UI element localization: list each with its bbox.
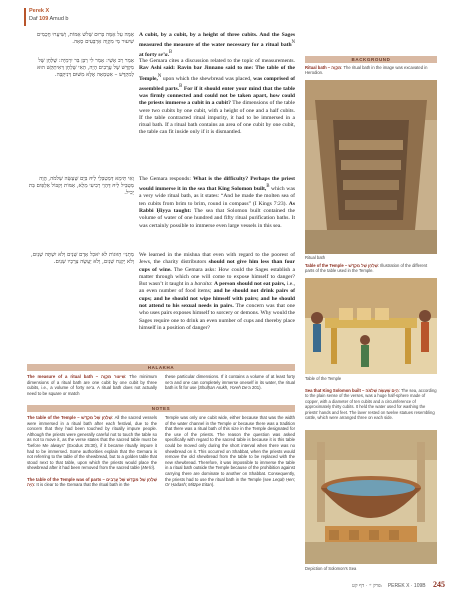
talmud-hebrew-3: וְאִי תֵּימָא דְּמַטְבְּלֵי לֵיהּ בַּיָּם שֶׁעָשָׂה שְׁלֹמֹה, הֲוָה מַטְבֵּיל לֵיהּ דְּהָוֵי רְבִיעִי מְלֵא, אַמּוֹת וְקִבּוֹל אַלְפַּיִם בַּת יָכִיל. <box>28 176 134 197</box>
amud-label: Amud b <box>49 16 69 22</box>
talmud-english-3: The Gemara responds: What is the difficulty? Perhaps the priest would immerse it in the sea that King Solomon built,$^B$ which was a very wide ritual bath, as it states: “And he made the molten sea of ten cubits from brim to brim, round in compass” (I Kings 7:23). As Rabbi Ḥiyya taught: The sea that Solomon built contained the volume of water of one hundred and fifty ritual purification baths. It was certainly possible to immerse even large vessels in this sea. <box>139 176 296 229</box>
table-caption: Table of the Temple <box>305 376 342 381</box>
daf-prefix: Daf <box>29 16 38 22</box>
footer-hebrew-title: פרק י׳ · דף קט: <box>351 583 383 589</box>
talmud-english-2: The Gemara cites a discussion related to the topic of measurements. Rav Ashi said: Ravin bar Jinnano said to me: The table of the Temple,$^N$ upon which the shewbread was placed, was comprised of assembled parts.$^B$ For if it should enter your mind that the table was firmly connected and could not be taken apart, how could the priests immerse a cubit in a cubit? The dimensions of the table were two cubits by one cubit, with a height of one and a half cubits. If the table contracted ritual impurity, it had to be immersed in a ritual bath. If a ritual bath contains an area of one cubit by one cubit, the table can fit inside only if it is dismantled. <box>139 58 296 136</box>
talmud-english-1: A cubit, by a cubit, by a height of three cubits. And the Sages measured the measure of the water necessary for a ritual bath$^N$ at forty se’a.$^B$ <box>139 32 295 59</box>
table-term: Table of the Temple – שֻׁלְחָן שֶׁל מִקְדָּשׁ <box>305 263 378 268</box>
daf-number: 109 <box>39 16 49 22</box>
notes-band: NOTES <box>27 405 295 412</box>
talmud-hebrew-2: אָמַר רַב אָשֵׁי: אָמַר לִי רַבָּן בַּר יִרְמְיָה: שֻׁלְחָן שֶׁל מִקְדָּשׁ שֶׁל עֲרָבִים הָיָה, הֵאִי שֻׁלְחָן דְּאִיתְּקַשׁ הוּא לְמִקְדָּשׁ – אִטַּמְאָה אֶלָּא מִשּׁוּם דְּנִיקְּבָּה. <box>37 58 134 79</box>
solomons-sea-illustration <box>305 430 437 564</box>
background-ritual-bath-entry: Ritual bath – מִקְוֶה: The ritual bath in the image was excavated in Herodion. <box>305 65 428 76</box>
page-number: 245 <box>433 580 445 589</box>
table-entry: Table of the Temple – שֻׁלְחָן שֶׁל מִקְדָּשׁ: Illustration of the different parts of the table used in the Temple. <box>305 263 428 274</box>
sea-entry: Sea that King Solomon built – הַיָּם שֶׁעָשָׂה שְׁלֹמֹה: The sea, according to the plain sense of the verses, was a huge half-sphere made of copper, with a diameter of ten cubits and a circumference of approximately thirty cubits. It held the water used for washing the priests’ hands and feet. The laver rested on twelve statues resembling cattle, which were arranged three on each side. <box>305 388 437 421</box>
sea-caption: Depiction of Solomon’s Sea <box>305 566 357 571</box>
halakha-band: HALAKHA <box>27 364 295 371</box>
footer-perek-label: PEREK X · 109B <box>387 583 426 589</box>
background-text: The ritual bath in the image was excavated in Herodion. <box>305 65 428 76</box>
temple-table-illustration <box>305 278 437 374</box>
background-band: BACKGROUND <box>305 56 437 63</box>
background-term: Ritual bath – מִקְוֶה <box>305 65 342 70</box>
notes-left: The table of the Temple – שֻׁלְחָן שֶׁל מִקְדָּשׁ: All the sacred vessels were immersed in a ritual bath after each festival, due to the concern that they had been touched by ritually impure people. Although the priests were generally careful not to touch the table so as not to move it, as the verse states that the sacred table must be “before Me always” (Exodus 25:30), if it became ritually impure it had to be immersed. Some authorities explain that the Gemara is not referring to the table of the shewbread, but to a golden table that stood next to that table, upon which the priests would place the shewbread after it had been removed from the sacred table (Me’iri). The table of the Temple was of parts – שֻׁלְחָן שֶׁל מִקְדָּשׁ שֶׁל עֲרָבִים הָיָה: It is clear to the Gemara that the ritual bath in the <box>27 415 158 488</box>
ritual-bath-caption: Ritual bath <box>305 255 326 260</box>
perek-label: Perek X <box>29 8 50 14</box>
talmud-hebrew-1: אַמָּה עַל אַמָּה בְּרוּם שָׁלֹשׁ אַמּוֹת, וְשִׁיעֲרוּ חֲכָמִים שִׁיעוּר מֵי מִקְוֶה אַרְבָּעִים סְאָה. <box>36 32 134 46</box>
ritual-bath-photo <box>305 80 437 254</box>
notes-right: Temple was only one cubit wide, either because that was the width of the water channel in the Temple or because there was a tradition that there was a ritual bath of this size in the Temple designated for the use of the priests. The reason the question was asked specifically with regard to the sacred table is because it is this table could be moved only during the short interval when there was no shewbread on it. This occurred on Shabbat, when the priests would remove the old shewbread from the table to be replaced with the new shewbread. Therefore, it was impossible to immerse the table in a ritual bath outside the Temple because of the prohibition against carrying there are dominate to another on Shabbat. Consequently, the priests had to use the ritual bath in the Temple (see Leqaḥ Ḥen; Or Ḥadash; Mitzpe Eitan). <box>165 415 295 488</box>
daf-label <box>29 16 68 22</box>
sea-text: The sea, according to the plain sense of the verses, was a huge half-sphere made of copper, with a diameter of ten cubits and a circumference of approximately thirty cubits. It held the water used for washing the priests’ hands and feet. The laver rested on twelve statues resembling cattle, which were arranged three on each side. <box>305 388 437 421</box>
table-text: Illustration of the different parts of the table used in the Temple. <box>305 263 428 274</box>
talmud-hebrew-4: מַתְנִי׳ הַזּוּגוֹת לֹא יֹאכַל אָדָם שְׁנֵים וְלֹא יִשְׁתֶּה שְׁנַיִם, וְלֹא יְקַנֵּח שְׁנַיִם, וְלֹא יַעֲשֶׂה צְרָכָיו שְׁנַיִם. <box>31 252 134 266</box>
footer <box>305 580 445 589</box>
halakha-right: these particular dimensions. If it contains a volume of at least forty se’a and one can completely immerse oneself in its water, the ritual bath is fit for use (Shulḥan Arukh, Yoreh De’a 201). <box>165 374 295 391</box>
sea-term: Sea that King Solomon built – הַיָּם שֶׁעָשָׂה שְׁלֹמֹה <box>305 388 399 393</box>
header-accent-bar <box>24 8 26 26</box>
halakha-left: The measure of a ritual bath – שִׁיעוּר מִקְוֶה: The minimum dimensions of a ritual bath are one cubit by one cubit by three cubits, i.e., a volume of forty se’a. A ritual bath does not actually need to be square or match <box>27 374 157 396</box>
talmud-english-4: We learned in the mishna that even with regard to the poorest of Jews, the charity distributors should not give him less than four cups of wine. The Gemara asks: How could the Sages establish a matter through which one will come to expose himself to danger? But wasn’t it taught in a baraita: A person should not eat pairs, i.e., an even number of food items; and he should not drink pairs of cups; and he should not wipe himself with pairs; and he should not attend to his sexual needs in pairs. The concern was that one who uses pairs exposes himself to sorcery or demons. Why would the Sages require one to drink an even number of cups and thereby place himself in a position of danger? <box>139 252 295 331</box>
